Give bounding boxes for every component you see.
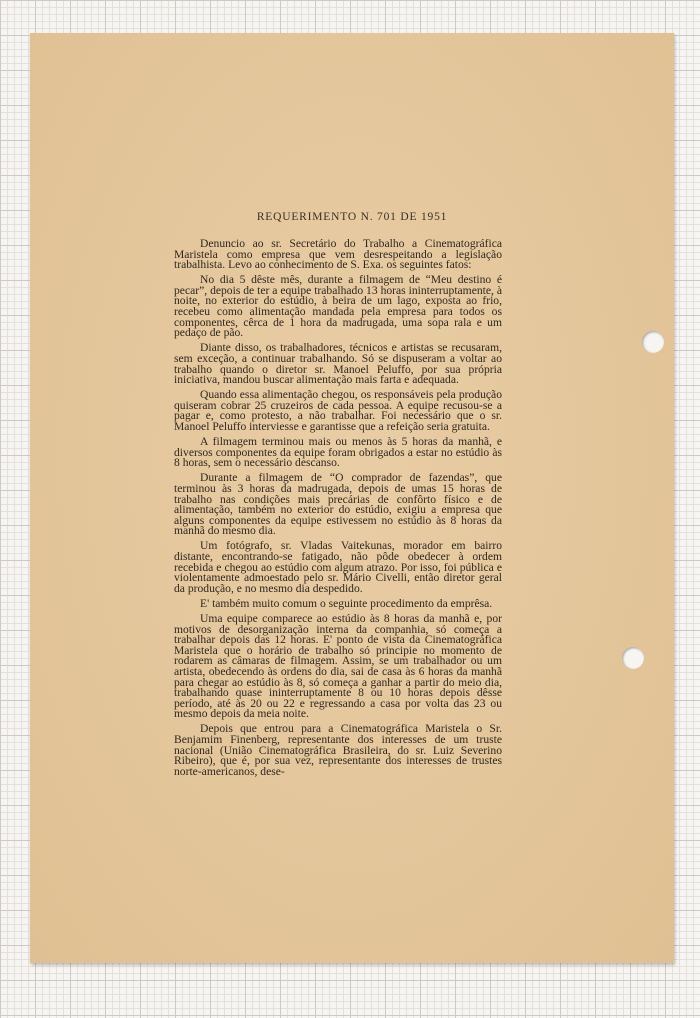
paragraph: Um fotógrafo, sr. Vladas Vaitekunas, morador em bairro distante, encontrando-se fatigado, não pôde obedecer à ordem recebida e chegou ao estúdio com algum atrazo. Por isso, foi pública e violentamente admoestado pelo sr. Mário Civelli, então diretor geral da produção, e no mesmo dia despedido. (174, 539, 502, 595)
paragraph: Quando essa alimentação chegou, os responsáveis pela produção quiseram cobrar 25 cruzeiros de cada pessoa. A equipe recusou-se a pagar e, como protesto, a não trabalhar. Foi necessário que o sr. Manoel Peluffo interviesse e garantisse que a refeição seria gratuita. (174, 388, 502, 433)
paragraph: No dia 5 dêste mês, durante a filmagem de “Meu destino é pecar”, depois de ter a equipe trabalhado 13 horas ininterruptamente, à noite, no exterior do estúdio, à beira de um lago, exposta ao frio, recebeu como alimentação mandada pela empresa para todos os componentes, cêrca de 1 hora da madrugada, uma sopa rala e um pedaço de pão. (174, 273, 502, 340)
document-page (30, 33, 674, 963)
paragraph: Depois que entrou para a Cinematográfica Maristela o Sr. Benjamim Finenberg, representante dos interesses de um truste nacional (União Cinematográfica Brasileira, do sr. Luiz Severino Ribeiro), que é, por sua vez, representante dos interesses de trustes norte-americanos, dese- (174, 722, 502, 778)
paragraph: Durante a filmagem de “O comprador de fazendas”, que terminou às 3 horas da madrugada, depois de umas 15 horas de trabalho nas condições mais precárias de confôrto físico e de alimentação, também no exterior do estúdio, exigiu a empresa que alguns componentes da equipe estivessem no estúdio às 8 horas da manhã do mesmo dia. (174, 471, 502, 538)
punch-hole (622, 647, 644, 669)
paragraph: Diante disso, os trabalhadores, técnicos e artistas se recusaram, sem exceção, a continuar trabalhando. Só se dispuseram a voltar ao trabalho quando o diretor sr. Manoel Peluffo, por sua própria iniciativa, mandou buscar alimentação mais farta e adequada. (174, 341, 502, 387)
document-title: REQUERIMENTO N. 701 DE 1951 (256, 211, 448, 223)
paragraph: Uma equipe comparece ao estúdio às 8 horas da manhã e, por motivos de desorganização interna da companhia, só começa a trabalhar depois das 12 horas. E' ponto de vista da Cinematográfica Maristela que o horário de trabalho só principie no momento de rodarem as câmaras de filmagem. Assim, se um trabalhador ou um artista, obedecendo às ordens do dia, sai de casa às 6 horas da manhã para chegar ao estúdio às 8, só começa a ganhar a partir do meio dia, trabalhando quase ininterruptamente 8 ou 10 horas depois dêsse período, até às 20 ou 22 e regressando a casa por volta das 23 ou mesmo depois da meia noite. (174, 612, 502, 721)
punch-hole (642, 331, 664, 353)
paragraph: E' também muito comum o seguinte procedimento da emprêsa. (200, 596, 493, 610)
document-body (174, 239, 502, 782)
paragraph: A filmagem terminou mais ou menos às 5 horas da manhã, e diversos componentes da equipe foram obrigados a estar no estúdio às 8 horas, sem o necessário descanso. (174, 435, 502, 470)
paragraph: Denuncio ao sr. Secretário do Trabalho a Cinematográfica Maristela como empresa que vem desrespeitando a legislação trabalhista. Levo ao conhecimento de S. Exa. os seguintes fatos: (174, 237, 502, 272)
